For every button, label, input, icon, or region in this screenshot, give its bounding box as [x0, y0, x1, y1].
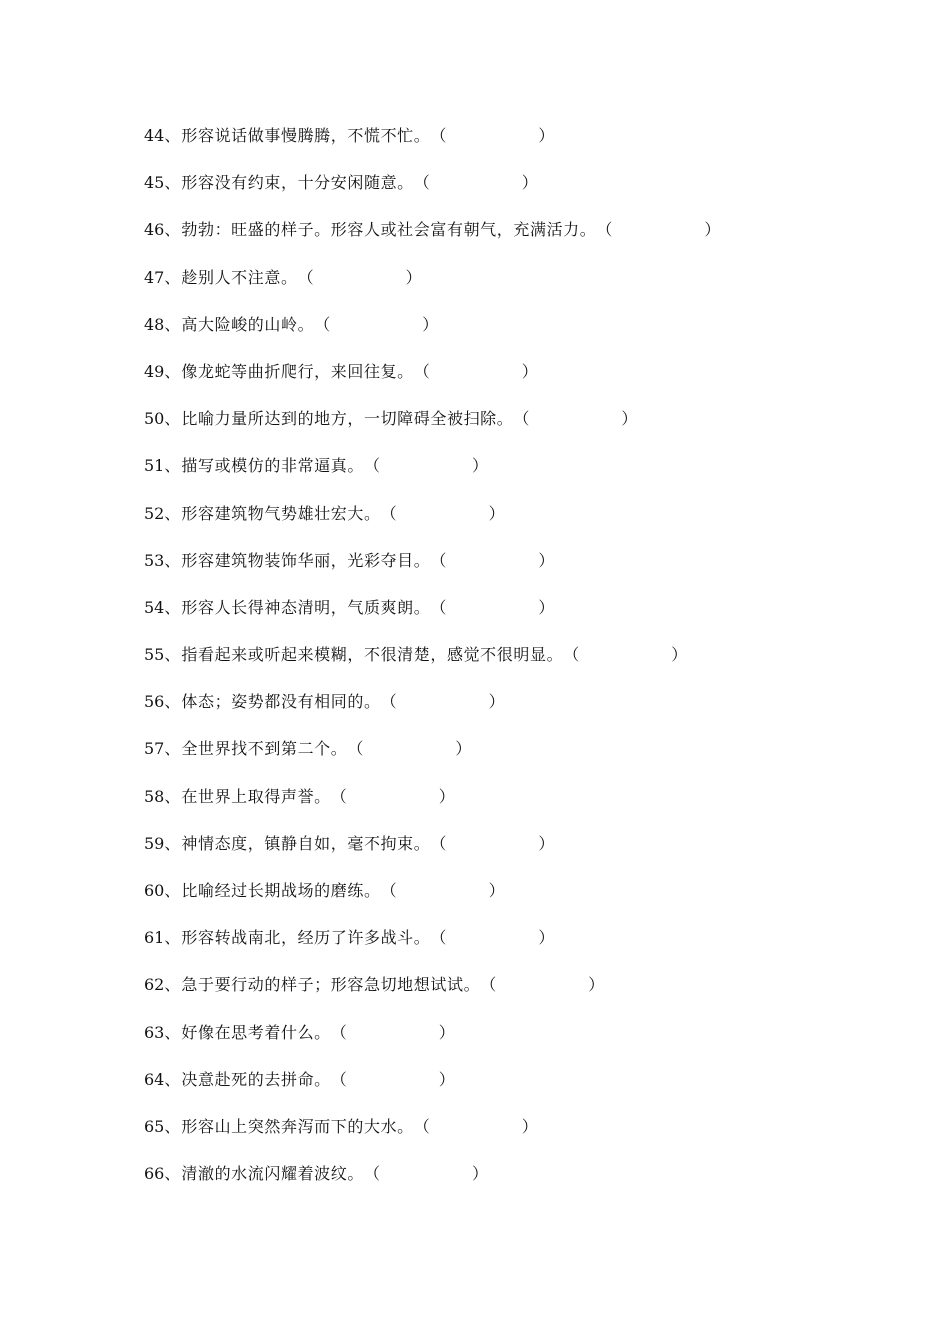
question-number: 60	[144, 881, 165, 900]
close-paren: ）	[472, 1164, 489, 1184]
question-number: 52	[144, 503, 165, 523]
question-item	[144, 923, 924, 970]
open-paren: （	[430, 597, 447, 617]
open-paren: （	[480, 975, 497, 995]
close-paren: ）	[671, 645, 688, 665]
close-paren: ）	[438, 1022, 455, 1042]
question-text: 勃勃：旺盛的样子。形容人或社会富有朝气，充满活力。	[181, 220, 597, 240]
question-separator: 、	[164, 126, 181, 145]
open-paren: （	[363, 1164, 380, 1184]
question-number: 64	[144, 1069, 165, 1089]
question-number: 57	[144, 739, 165, 759]
close-paren: ）	[704, 220, 721, 240]
answer-blank[interactable]	[331, 782, 455, 812]
open-paren: （	[380, 881, 397, 900]
close-paren: ）	[521, 1116, 538, 1136]
answer-blank[interactable]	[364, 451, 488, 481]
close-paren: ）	[438, 786, 455, 806]
question-item	[144, 121, 924, 168]
close-paren: ）	[521, 173, 538, 193]
answer-blank[interactable]	[596, 215, 720, 245]
question-text: 形容建筑物气势雄壮宏大。	[181, 503, 381, 523]
question-list	[144, 121, 924, 1206]
open-paren: （	[330, 1069, 347, 1089]
question-text: 决意赴死的去拼命。	[181, 1069, 331, 1089]
question-number: 56	[144, 692, 165, 712]
question-item	[144, 168, 924, 215]
open-paren: （	[413, 1116, 430, 1136]
question-number: 47	[144, 267, 165, 287]
question-text: 神情态度，镇静自如，毫不拘束。	[181, 833, 431, 853]
close-paren: ）	[538, 126, 555, 145]
question-separator: 、	[164, 645, 181, 665]
question-text: 形容建筑物装饰华丽，光彩夺目。	[181, 550, 431, 570]
answer-blank[interactable]	[381, 687, 505, 717]
question-text: 形容山上突然奔泻而下的大水。	[181, 1116, 414, 1136]
question-separator: 、	[164, 361, 181, 381]
answer-blank[interactable]	[414, 168, 538, 198]
question-number: 58	[144, 786, 165, 806]
open-paren: （	[413, 361, 430, 381]
answer-blank[interactable]	[430, 121, 554, 151]
question-separator: 、	[164, 314, 181, 334]
answer-blank[interactable]	[381, 876, 505, 906]
question-item	[144, 357, 924, 404]
close-paren: ）	[538, 928, 555, 948]
question-separator: 、	[164, 597, 181, 617]
question-item	[144, 876, 924, 923]
question-text: 高大险峻的山岭。	[181, 314, 315, 334]
close-paren: ）	[538, 597, 555, 617]
question-text: 形容说话做事慢腾腾，不慌不忙。	[181, 126, 431, 145]
question-number: 49	[144, 361, 165, 381]
answer-blank[interactable]	[513, 404, 637, 434]
question-number: 59	[144, 833, 165, 853]
question-number: 54	[144, 597, 165, 617]
question-number: 44	[144, 126, 165, 145]
question-item	[144, 640, 924, 687]
question-text: 趁别人不注意。	[181, 267, 298, 287]
question-number: 66	[144, 1164, 165, 1184]
question-number: 62	[144, 975, 165, 995]
question-item	[144, 310, 924, 357]
answer-blank[interactable]	[347, 734, 471, 764]
open-paren: （	[314, 314, 331, 334]
question-text: 在世界上取得声誉。	[181, 786, 331, 806]
question-separator: 、	[164, 739, 181, 759]
question-text: 形容转战南北，经历了许多战斗。	[181, 928, 431, 948]
question-separator: 、	[164, 786, 181, 806]
question-number: 50	[144, 409, 165, 429]
open-paren: （	[330, 786, 347, 806]
close-paren: ）	[538, 550, 555, 570]
open-paren: （	[430, 126, 447, 145]
question-separator: 、	[164, 503, 181, 523]
question-item	[144, 970, 924, 1017]
answer-blank[interactable]	[480, 970, 604, 1000]
open-paren: （	[596, 220, 613, 240]
question-text: 比喻经过长期战场的磨练。	[181, 881, 381, 900]
close-paren: ）	[438, 1069, 455, 1089]
question-item	[144, 1159, 924, 1206]
answer-blank[interactable]	[414, 357, 538, 387]
close-paren: ）	[422, 314, 439, 334]
close-paren: ）	[455, 739, 472, 759]
question-text: 好像在思考着什么。	[181, 1022, 331, 1042]
answer-blank[interactable]	[414, 1112, 538, 1142]
question-separator: 、	[164, 267, 181, 287]
question-item	[144, 546, 924, 593]
question-text: 描写或模仿的非常逼真。	[181, 456, 364, 476]
answer-blank[interactable]	[430, 593, 554, 623]
question-item	[144, 451, 924, 498]
question-number: 61	[144, 928, 165, 948]
question-text: 像龙蛇等曲折爬行，来回往复。	[181, 361, 414, 381]
open-paren: （	[430, 833, 447, 853]
answer-blank[interactable]	[430, 546, 554, 576]
question-item	[144, 687, 924, 734]
question-item	[144, 1112, 924, 1159]
question-item	[144, 499, 924, 546]
question-item	[144, 782, 924, 829]
answer-blank[interactable]	[430, 829, 554, 859]
question-text: 体态；姿势都没有相同的。	[181, 692, 381, 712]
close-paren: ）	[488, 503, 505, 523]
open-paren: （	[297, 267, 314, 287]
open-paren: （	[430, 928, 447, 948]
close-paren: ）	[521, 361, 538, 381]
open-paren: （	[330, 1022, 347, 1042]
question-item	[144, 263, 924, 310]
answer-blank[interactable]	[364, 1159, 488, 1189]
question-number: 48	[144, 314, 165, 334]
question-separator: 、	[164, 220, 181, 240]
question-number: 45	[144, 173, 165, 193]
question-text: 清澈的水流闪耀着波纹。	[181, 1164, 364, 1184]
question-separator: 、	[164, 692, 181, 712]
question-separator: 、	[164, 456, 181, 476]
open-paren: （	[363, 456, 380, 476]
question-separator: 、	[164, 409, 181, 429]
open-paren: （	[513, 409, 530, 429]
question-text: 全世界找不到第二个。	[181, 739, 348, 759]
answer-blank[interactable]	[298, 263, 422, 293]
close-paren: ）	[588, 975, 605, 995]
open-paren: （	[413, 173, 430, 193]
answer-blank[interactable]	[381, 499, 505, 529]
question-item	[144, 593, 924, 640]
question-text: 指看起来或听起来模糊，不很清楚，感觉不很明显。	[181, 645, 564, 665]
close-paren: ）	[405, 267, 422, 287]
question-separator: 、	[164, 1164, 181, 1184]
question-number: 46	[144, 220, 165, 240]
open-paren: （	[347, 739, 364, 759]
close-paren: ）	[488, 692, 505, 712]
answer-blank[interactable]	[331, 1018, 455, 1048]
question-separator: 、	[164, 833, 181, 853]
question-number: 63	[144, 1022, 165, 1042]
question-text: 急于要行动的样子；形容急切地想试试。	[181, 975, 481, 995]
close-paren: ）	[621, 409, 638, 429]
question-number: 51	[144, 456, 165, 476]
open-paren: （	[563, 645, 580, 665]
question-separator: 、	[164, 881, 181, 900]
question-separator: 、	[164, 1022, 181, 1042]
question-separator: 、	[164, 550, 181, 570]
question-text: 形容人长得神态清明，气质爽朗。	[181, 597, 431, 617]
answer-blank[interactable]	[314, 310, 438, 340]
close-paren: ）	[538, 833, 555, 853]
answer-blank[interactable]	[563, 640, 687, 670]
question-item	[144, 1018, 924, 1065]
question-text: 形容没有约束，十分安闲随意。	[181, 173, 414, 193]
question-separator: 、	[164, 1116, 181, 1136]
close-paren: ）	[488, 881, 505, 900]
question-item	[144, 829, 924, 876]
open-paren: （	[380, 692, 397, 712]
question-separator: 、	[164, 1069, 181, 1089]
question-item	[144, 1065, 924, 1112]
question-separator: 、	[164, 975, 181, 995]
question-item	[144, 215, 924, 262]
question-number: 53	[144, 550, 165, 570]
answer-blank[interactable]	[331, 1065, 455, 1095]
open-paren: （	[430, 550, 447, 570]
question-item	[144, 734, 924, 781]
answer-blank[interactable]	[430, 923, 554, 953]
close-paren: ）	[472, 456, 489, 476]
open-paren: （	[380, 503, 397, 523]
question-text: 比喻力量所达到的地方，一切障碍全被扫除。	[181, 409, 514, 429]
question-number: 65	[144, 1116, 165, 1136]
question-separator: 、	[164, 928, 181, 948]
question-separator: 、	[164, 173, 181, 193]
question-number: 55	[144, 645, 165, 665]
question-item	[144, 404, 924, 451]
